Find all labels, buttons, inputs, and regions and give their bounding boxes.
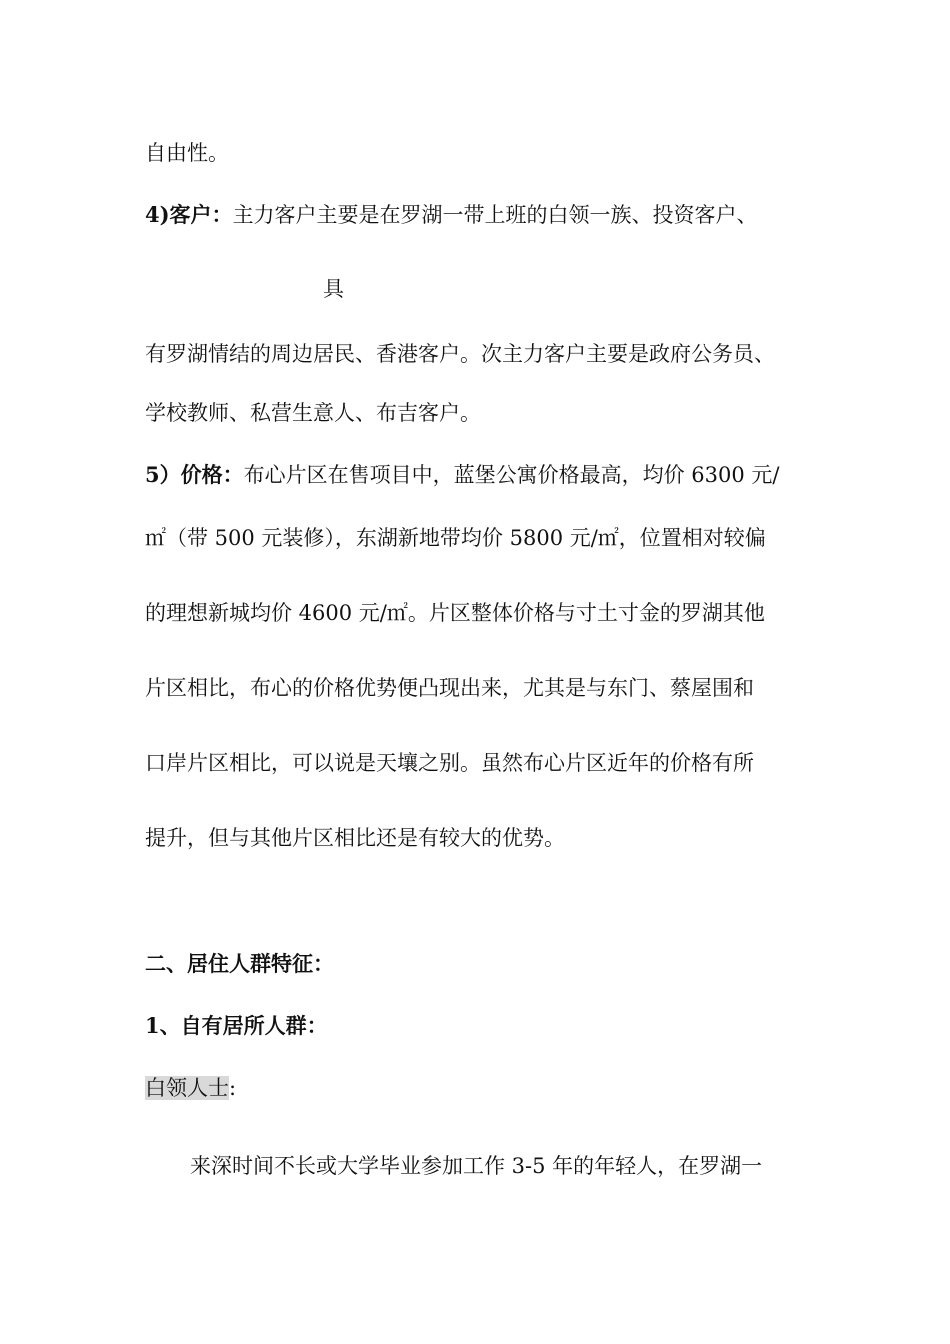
text-line: 片区相比，布心的价格优势便凸现出来，尤其是与东门、蔡屋围和 <box>145 676 754 700</box>
text-line: ㎡（带 500 元装修），东湖新地带均价 5800 元/㎡，位置相对较偏 <box>145 526 766 550</box>
text-line: 口岸片区相比，可以说是天壤之别。虽然布心片区近年的价格有所 <box>145 751 754 775</box>
text-span: 主力客户主要是在罗湖一带上班的白领一族、投资客户、 <box>232 203 758 227</box>
text-line <box>145 1074 236 1102</box>
text-line: 的理想新城均价 4600 元/㎡。片区整体价格与寸土寸金的罗湖其他 <box>145 601 765 625</box>
text-line <box>145 461 780 489</box>
text-line: 自由性。 <box>145 141 229 165</box>
text-line: 学校教师、私营生意人、布吉客户。 <box>145 401 481 425</box>
section-label: 5）价格： <box>145 462 244 487</box>
text-line: 来深时间不长或大学毕业参加工作 3-5 年的年轻人，在罗湖一 <box>190 1154 763 1178</box>
text-span: : <box>229 1076 237 1100</box>
highlighted-term: 白领人士 <box>145 1076 229 1100</box>
text-span: 布心片区在售项目中，蓝堡公寓价格最高，均价 6300 元/ <box>243 463 780 487</box>
text-line: 具 <box>323 277 344 301</box>
text-line: 有罗湖情结的周边居民、香港客户。次主力客户主要是政府公务员、 <box>145 342 775 366</box>
subsection-heading: 1、自有居所人群： <box>145 1013 328 1038</box>
section-label: 4)客户： <box>145 202 233 227</box>
text-line <box>145 201 758 229</box>
section-heading: 二、居住人群特征： <box>145 951 334 976</box>
text-line: 提升，但与其他片区相比还是有较大的优势。 <box>145 826 565 850</box>
